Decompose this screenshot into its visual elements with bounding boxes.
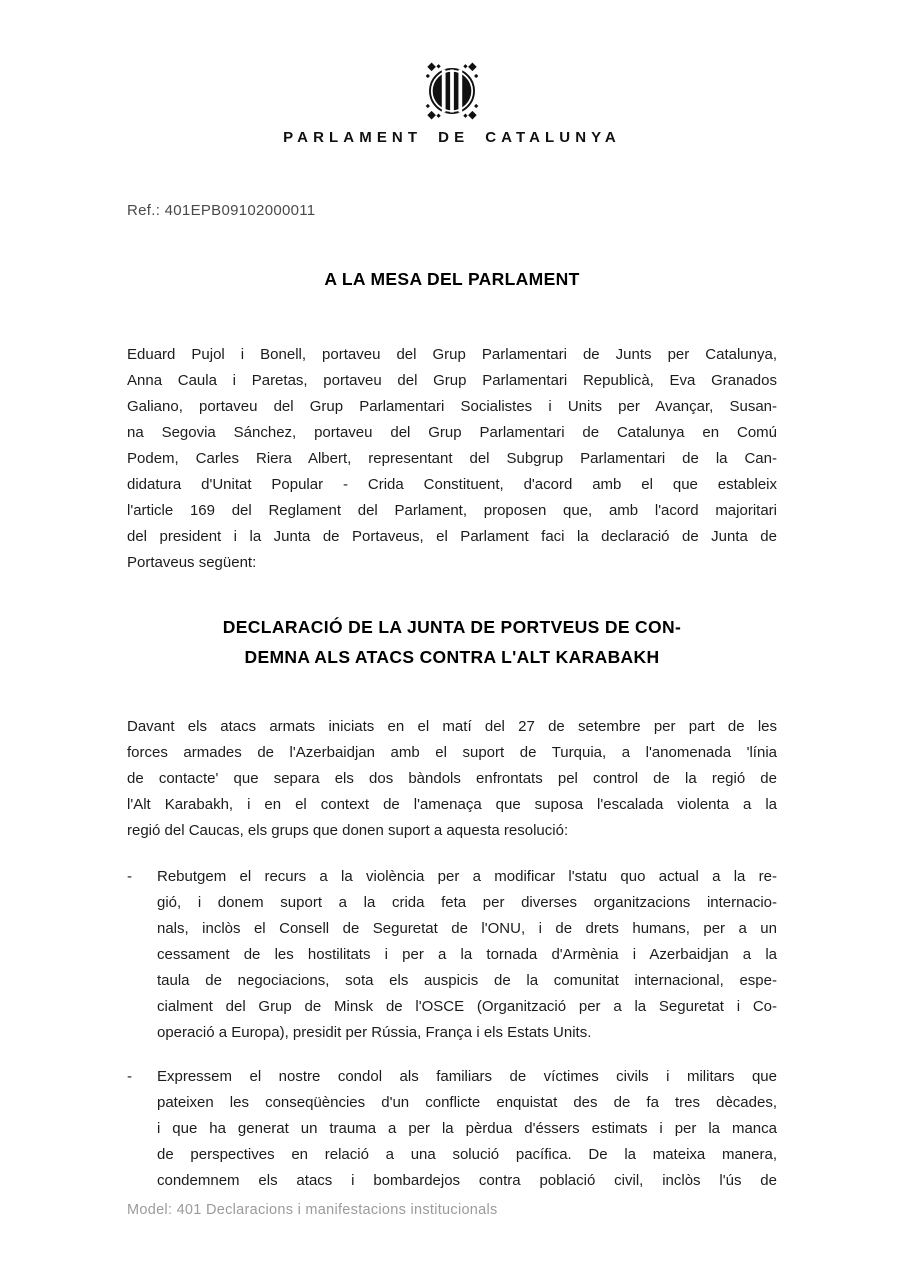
bullet-dash: - [127,868,132,885]
bullet-text [157,1064,777,1194]
declaration-title [169,612,735,672]
text-line: DECLARACIÓ DE LA JUNTA DE PORTVEUS DE CON- [222,617,682,637]
text-line: regió del Caucas, els grups que donen suport a aquesta resolució: [127,822,569,839]
text-line: taula de negociacions, sota els auspicis de la comunitat internacional, espe- [157,972,777,989]
text-line: Davant els atacs armats iniciats en el matí del 27 de setembre per part de les [127,718,777,735]
context-paragraph [127,714,777,844]
reference-number: Ref.: 401EPB09102000011 [127,202,316,219]
text-line: Anna Caula i Paretas, portaveu del Grup Parlamentari Republicà, Eva Granados [127,372,777,389]
text-line: nals, inclòs el Consell de Seguretat de l'ONU, i de drets humans, per a un [157,920,777,937]
document-header [127,62,777,146]
org-name: PARLAMENT DE CATALUNYA [283,129,621,146]
footer-model-label: Model: 401 Declaracions i manifestacions institucionals [127,1202,498,1218]
intro-paragraph [127,342,777,576]
text-line: del president i la Junta de Portaveus, el Parlament faci la declaració de Junta de [127,528,777,545]
text-line: gió, i donem suport a la crida feta per diverses organitzacions internacio- [157,894,777,911]
bullet-text [157,864,777,1046]
text-line: Podem, Carles Riera Albert, representant del Subgrup Parlamentari de la Can- [127,450,777,467]
bullet-item [127,1064,777,1194]
text-line: Rebutgem el recurs a la violència per a modificar l'statu quo actual a la re- [157,868,777,885]
text-line: cessament de les hostilitats i per a la tornada d'Armènia i Azerbaidjan a la [157,946,777,963]
bullet-item [127,864,777,1046]
text-line: Expressem el nostre condol als familiars de víctimes civils i militars que [157,1068,777,1085]
text-line: Portaveus següent: [127,554,257,571]
parlament-emblem-icon [425,62,479,120]
text-line: l'article 169 del Reglament del Parlament, proposen que, amb l'acord majoritari [127,502,777,519]
text-line: Galiano, portaveu del Grup Parlamentari Socialistes i Units per Avançar, Susan- [127,398,777,415]
text-line: condemnem els atacs i bombardejos contra població civil, inclòs l'ús de [157,1172,777,1189]
text-line: didatura d'Unitat Popular - Crida Constituent, d'acord amb el que estableix [127,476,777,493]
text-line: pateixen les conseqüències d'un conflicte enquistat des de fa tres dècades, [157,1094,777,1111]
salutation-heading: A LA MESA DEL PARLAMENT [324,269,580,289]
text-line: de contacte' que separa els dos bàndols enfrontats pel control de la regió de [127,770,777,787]
text-line: l'Alt Karabakh, i en el context de l'amenaça que suposa l'escalada violenta a la [127,796,777,813]
text-line: i que ha generat un trauma a per la pèrdua d'éssers estimats i per la manca [157,1120,777,1137]
text-line: forces armades de l'Azerbaidjan amb el suport de Turquia, a l'anomenada 'línia [127,744,777,761]
text-line: operació a Europa), presidit per Rússia, França i els Estats Units. [157,1024,592,1041]
text-line: de perspectives en relació a una solució pacífica. De la mateixa manera, [157,1146,777,1163]
text-line: DEMNA ALS ATACS CONTRA L'ALT KARABAKH [244,647,660,667]
text-line: na Segovia Sánchez, portaveu del Grup Parlamentari de Catalunya en Comú [127,424,777,441]
text-line: Eduard Pujol i Bonell, portaveu del Grup Parlamentari de Junts per Catalunya, [127,346,777,363]
bullet-dash: - [127,1068,132,1085]
text-line: cialment del Grup de Minsk de l'OSCE (Organització per a la Seguretat i Co- [157,998,777,1015]
